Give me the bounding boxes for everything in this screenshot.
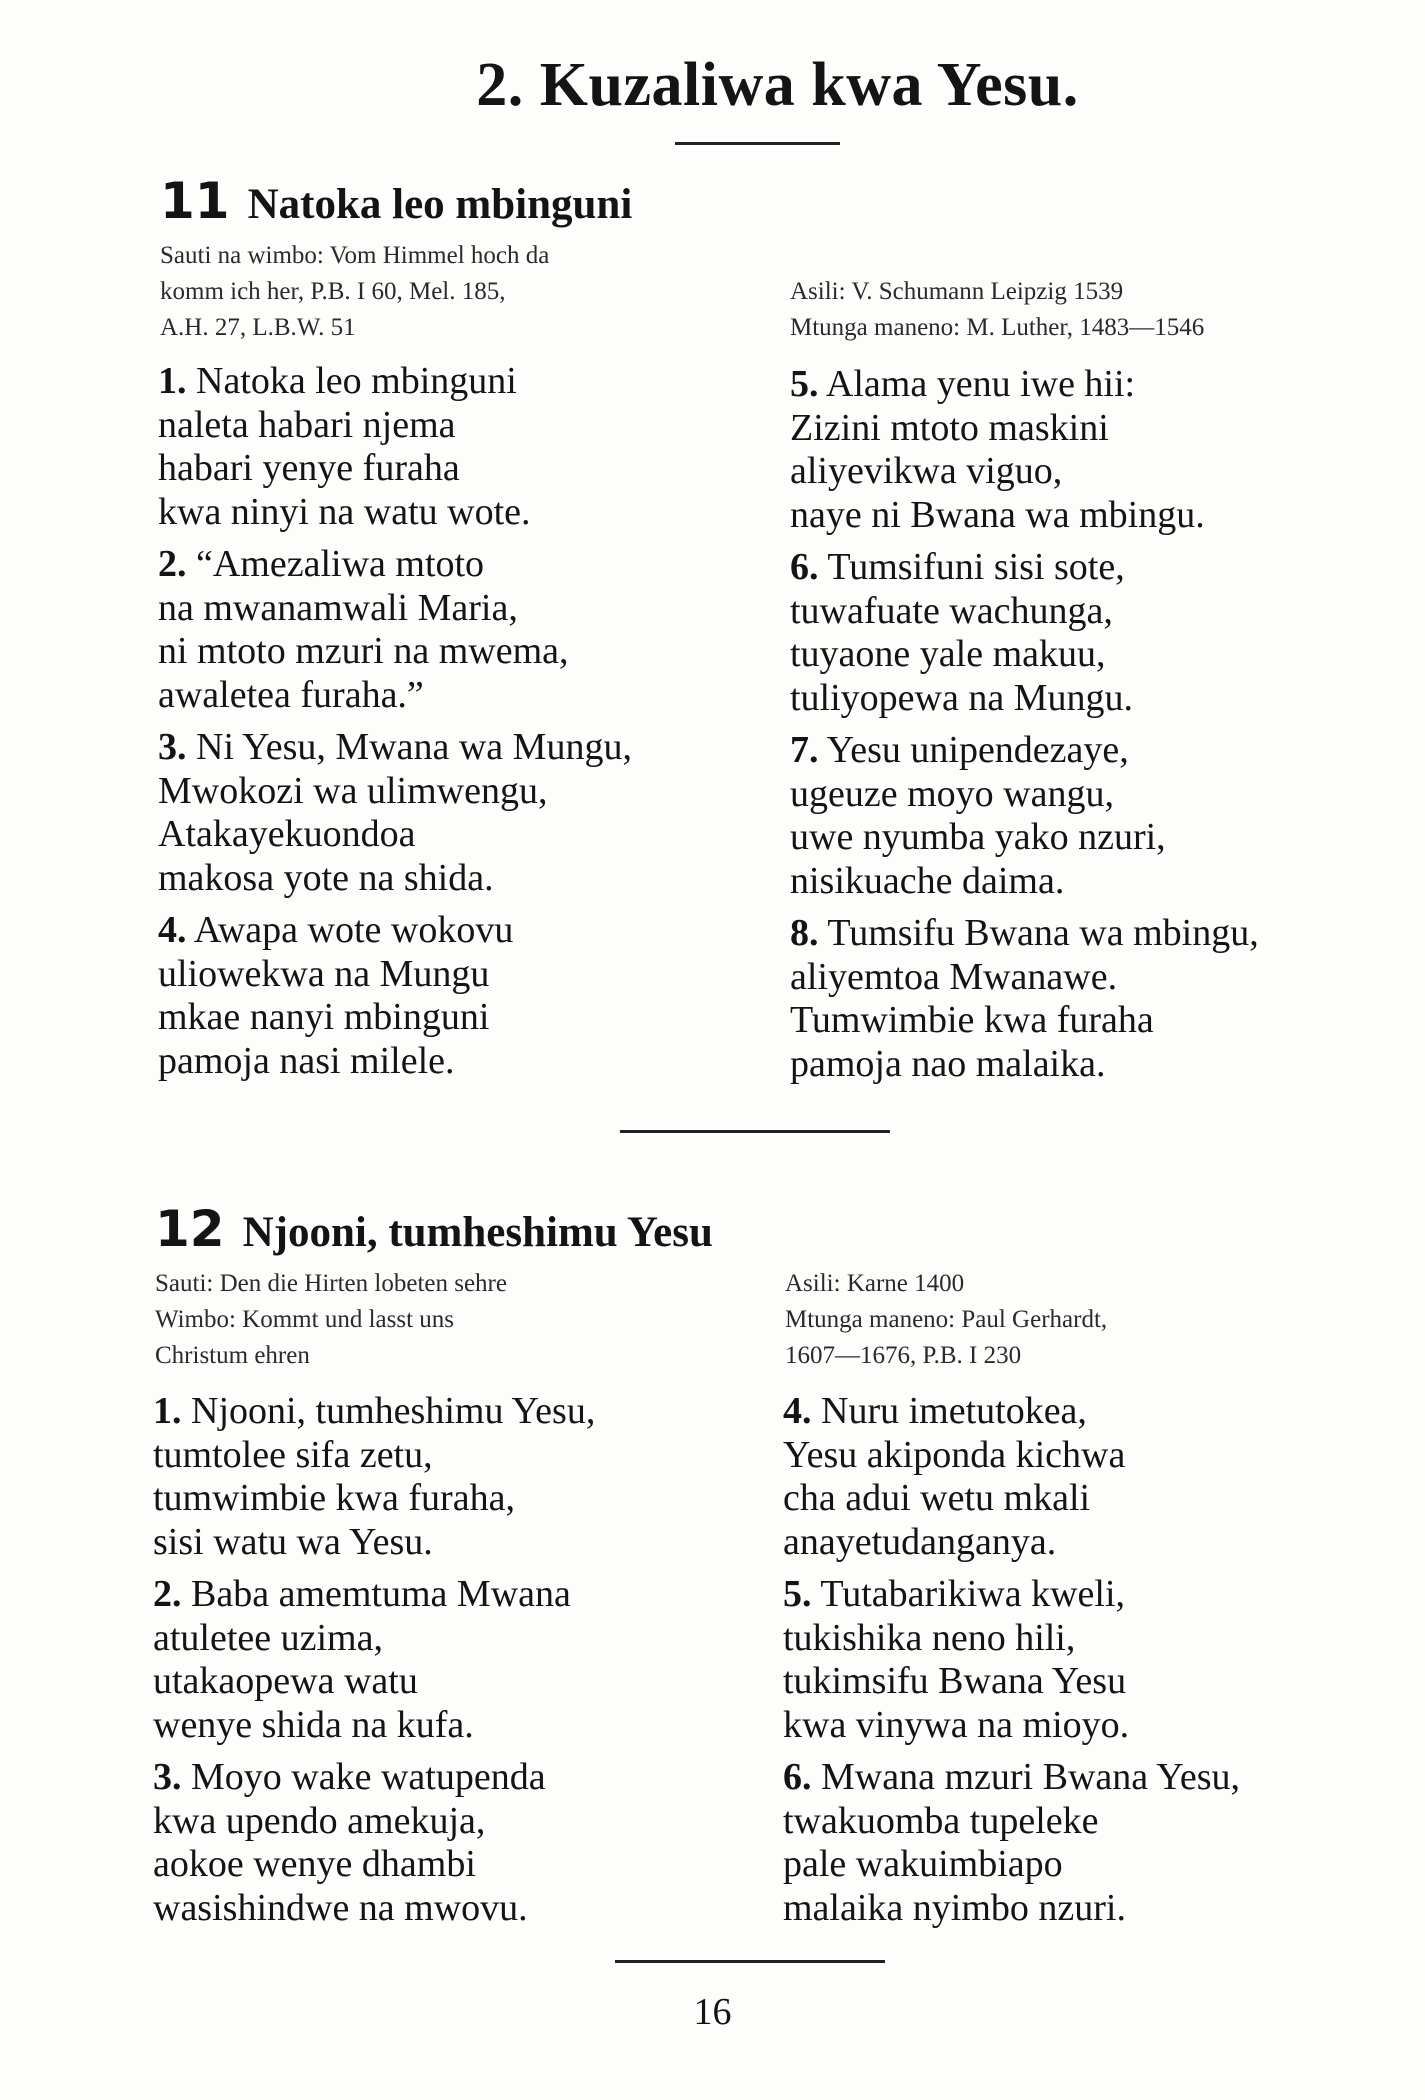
verse-text: aliyemtoa Mwanawe. (790, 955, 1118, 998)
verse-line (790, 494, 1259, 538)
verse-text: ugeuze moyo wangu, (790, 772, 1114, 815)
verse-line (790, 729, 1259, 773)
verse-text: pamoja nao malaika. (790, 1042, 1106, 1085)
verse-line (153, 1573, 595, 1617)
hymn-title: Natoka leo mbinguni (247, 181, 633, 228)
verse-text: wasishindwe na mwovu. (153, 1886, 528, 1929)
verse-line (790, 677, 1259, 721)
verse (153, 1756, 595, 1930)
hymn-12-source-left (155, 1266, 507, 1374)
hymn-12-heading (155, 1200, 713, 1258)
verse-line (158, 996, 632, 1040)
verse-line (158, 813, 632, 857)
verse-line (158, 909, 632, 953)
hymn-11-verses-left (158, 360, 632, 1092)
source-line: Asili: Karne 1400 (785, 1270, 965, 1297)
verse (783, 1573, 1240, 1747)
verse (783, 1756, 1240, 1930)
verse-number: 1. (153, 1390, 182, 1432)
hymn-12-verses-right (783, 1390, 1240, 1939)
verse-line (783, 1887, 1240, 1931)
verse-number: 3. (158, 726, 187, 768)
verse-line (158, 630, 632, 674)
verse-text: uliowekwa na Mungu (158, 952, 490, 995)
hymn-11-source-left (160, 238, 549, 346)
verse-line (158, 404, 632, 448)
verse-text: tumtolee sifa zetu, (153, 1433, 433, 1476)
verse-line (790, 956, 1259, 1000)
verse-line (790, 1043, 1259, 1087)
source-line: 1607—1676, P.B. I 230 (785, 1342, 1022, 1369)
verse-text: Alama yenu iwe hii: (825, 363, 1136, 405)
verse (158, 543, 632, 717)
verse-text: cha adui wetu mkali (783, 1477, 1091, 1519)
verse-line (790, 546, 1259, 590)
verse-text: uwe nyumba yako nzuri, (790, 816, 1166, 858)
verse-text: Yesu akiponda kichwa (783, 1433, 1126, 1476)
verse (153, 1390, 595, 1564)
verse-number: 6. (783, 1756, 812, 1798)
verse-text: Natoka leo mbinguni (196, 360, 517, 402)
verse-line (783, 1573, 1240, 1617)
verse-text: Tumsifu Bwana wa mbingu, (827, 912, 1259, 954)
verse-line (790, 999, 1259, 1043)
verse-line (158, 726, 632, 770)
verse-text: awaletea furaha.” (158, 673, 424, 716)
verse-line (790, 773, 1259, 817)
verse-text: kwa ninyi na watu wote. (158, 490, 531, 533)
verse-line (790, 450, 1259, 494)
verse-line (790, 912, 1259, 956)
verse-number: 5. (783, 1573, 812, 1615)
verse-line (783, 1477, 1240, 1521)
source-line: Sauti: Den die Hirten lobeten sehre (155, 1270, 507, 1297)
verse (790, 729, 1259, 903)
verse-line (783, 1434, 1240, 1478)
verse-line (783, 1756, 1240, 1800)
verse-line (153, 1887, 595, 1931)
verse-number: 4. (158, 909, 187, 951)
verse-text: tukishika neno hili, (783, 1616, 1076, 1659)
verse-line (158, 770, 632, 814)
verse-text: Tumsifuni sisi sote, (827, 546, 1125, 588)
verse-text: aokoe wenye dhambi (153, 1843, 476, 1885)
verse (158, 360, 632, 534)
verse-text: kwa vinywa na mioyo. (783, 1703, 1130, 1746)
bottom-rule (615, 1960, 885, 1963)
verse-number: 1. (158, 360, 187, 402)
verse-line (790, 407, 1259, 451)
hymn-11-verses-right (790, 363, 1259, 1095)
verse-text: habari yenye furaha (158, 447, 460, 489)
verse-text: malaika nyimbo nzuri. (783, 1886, 1126, 1929)
verse-line (783, 1617, 1240, 1661)
verse-line (153, 1390, 595, 1434)
verse (790, 363, 1259, 537)
verse-text: tuliyopewa na Mungu. (790, 676, 1134, 719)
verse-text: naye ni Bwana wa mbingu. (790, 493, 1205, 536)
verse-line (790, 816, 1259, 860)
verse-line (783, 1660, 1240, 1704)
source-line: Asili: V. Schumann Leipzig 1539 (790, 278, 1124, 305)
section-title: 2. Kuzaliwa kwa Yesu. (476, 51, 1079, 119)
verse-text: Baba amemtuma Mwana (191, 1573, 571, 1615)
verse-text: Atakayekuondoa (158, 813, 416, 855)
verse-text: Mwokozi wa ulimwengu, (158, 769, 548, 812)
verse-line (158, 360, 632, 404)
verse-line (790, 363, 1259, 407)
verse-text: makosa yote na shida. (158, 856, 494, 899)
verse-line (783, 1390, 1240, 1434)
verse-line (153, 1800, 595, 1844)
verse-text: Njooni, tumheshimu Yesu, (191, 1390, 596, 1432)
verse-number: 4. (783, 1390, 812, 1432)
verse-line (158, 953, 632, 997)
verse-number: 5. (790, 363, 819, 405)
verse-text: tumwimbie kwa furaha, (153, 1477, 515, 1519)
verse-text: mkae nanyi mbinguni (158, 996, 490, 1038)
hymn-number: 12 (155, 1200, 225, 1258)
verse-text: Moyo wake watupenda (191, 1756, 546, 1798)
verse-text: twakuomba tupeleke (783, 1799, 1099, 1842)
verse-line (158, 857, 632, 901)
verse-line (158, 543, 632, 587)
verse-text: tukimsifu Bwana Yesu (783, 1660, 1127, 1702)
verse-line (158, 1040, 632, 1084)
verse-text: “Amezaliwa mtoto (196, 543, 485, 585)
verse-line (790, 590, 1259, 634)
verse-text: nisikuache daima. (790, 859, 1065, 902)
source-line: Mtunga maneno: M. Luther, 1483—1546 (790, 314, 1205, 341)
verse-line (153, 1434, 595, 1478)
verse-line (158, 447, 632, 491)
verse-text: utakaopewa watu (153, 1660, 418, 1702)
hymn-12-verses-left (153, 1390, 595, 1939)
hymn-11-source-right (790, 274, 1204, 346)
verse-line (153, 1704, 595, 1748)
hymn-12-source-right (785, 1266, 1107, 1374)
verse-text: wenye shida na kufa. (153, 1703, 474, 1746)
verse-number: 2. (158, 543, 187, 585)
verse-text: aliyevikwa viguo, (790, 450, 1063, 492)
verse-number: 7. (790, 729, 819, 771)
verse-text: Tutabarikiwa kweli, (820, 1573, 1125, 1615)
verse-text: naleta habari njema (158, 403, 456, 446)
verse-line (783, 1704, 1240, 1748)
verse-text: tuyaone yale makuu, (790, 633, 1106, 675)
verse (783, 1390, 1240, 1564)
verse-line (153, 1477, 595, 1521)
verse-text: pale wakuimbiapo (783, 1843, 1063, 1885)
verse-number: 8. (790, 912, 819, 954)
verse-line (783, 1843, 1240, 1887)
hymn-11-heading (160, 172, 632, 230)
verse-number: 3. (153, 1756, 182, 1798)
verse-line (153, 1756, 595, 1800)
hymn-number: 11 (160, 172, 230, 230)
verse-text: atuletee uzima, (153, 1616, 383, 1659)
verse (158, 726, 632, 900)
verse-text: Yesu unipendezaye, (826, 729, 1129, 771)
verse-text: kwa upendo amekuja, (153, 1799, 486, 1842)
verse-line (153, 1843, 595, 1887)
verse-text: Awapa wote wokovu (193, 909, 514, 951)
verse-line (158, 674, 632, 718)
verse-text: pamoja nasi milele. (158, 1039, 455, 1082)
verse-text: Ni Yesu, Mwana wa Mungu, (196, 726, 632, 768)
verse-text: Nuru imetutokea, (821, 1390, 1087, 1432)
verse-text: sisi watu wa Yesu. (153, 1520, 433, 1563)
verse-text: ni mtoto mzuri na mwema, (158, 630, 569, 672)
source-line: Mtunga maneno: Paul Gerhardt, (785, 1306, 1108, 1333)
verse-number: 2. (153, 1573, 182, 1615)
source-line: Christum ehren (155, 1342, 310, 1369)
verse-text: Zizini mtoto maskini (790, 406, 1109, 449)
title-rule (675, 142, 840, 145)
verse-line (783, 1521, 1240, 1565)
verse-text: Mwana mzuri Bwana Yesu, (821, 1756, 1241, 1798)
verse-line (153, 1617, 595, 1661)
verse-text: anayetudanganya. (783, 1520, 1057, 1563)
verse-text: na mwanamwali Maria, (158, 586, 518, 629)
verse-line (153, 1521, 595, 1565)
verse-text: tuwafuate wachunga, (790, 589, 1113, 632)
verse-line (790, 633, 1259, 677)
source-line: Sauti na wimbo: Vom Himmel hoch da (160, 242, 550, 269)
verse-number: 6. (790, 546, 819, 588)
verse-line (153, 1660, 595, 1704)
verse-line (783, 1800, 1240, 1844)
hymn-divider (620, 1130, 890, 1133)
source-line: A.H. 27, L.B.W. 51 (160, 314, 356, 341)
source-line: Wimbo: Kommt und lasst uns (155, 1306, 454, 1333)
verse (790, 912, 1259, 1086)
verse-line (158, 491, 632, 535)
verse-line (158, 587, 632, 631)
page-number: 16 (693, 1991, 732, 2033)
source-line: komm ich her, P.B. I 60, Mel. 185, (160, 278, 506, 305)
verse-text: Tumwimbie kwa furaha (790, 999, 1154, 1041)
verse (158, 909, 632, 1083)
verse (153, 1573, 595, 1747)
verse-line (790, 860, 1259, 904)
hymn-title: Njooni, tumheshimu Yesu (242, 1209, 713, 1256)
verse (790, 546, 1259, 720)
